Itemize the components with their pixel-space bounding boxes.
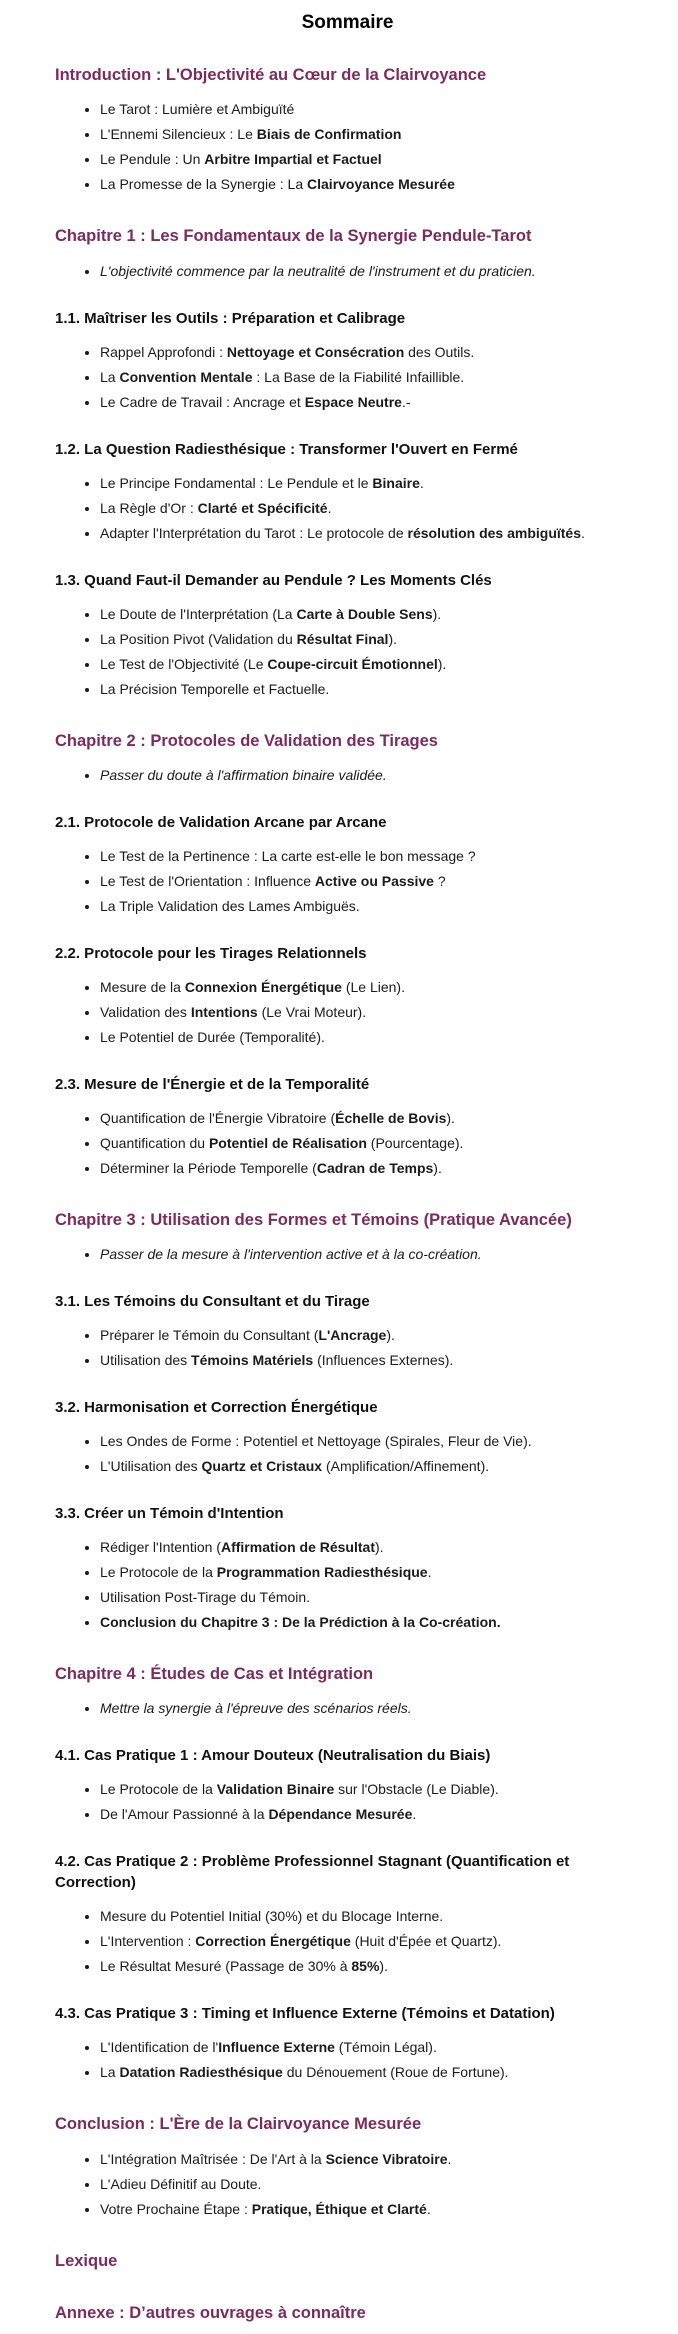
toc-item-text: Résultat Final — [296, 630, 389, 647]
toc-item — [100, 1612, 640, 1633]
toc-item-text: . — [327, 499, 332, 516]
toc-item-text: Quantification de l'Énergie Vibratoire ( — [100, 1109, 336, 1126]
toc-item-text: Mettre la synergie à l'épreuve des scénarios réels. — [100, 1700, 412, 1717]
toc-list — [55, 2037, 640, 2083]
toc-item — [100, 2199, 640, 2220]
toc-item-text: Carte à Double Sens — [296, 605, 433, 622]
chapter-heading: Conclusion : L'Ère de la Clairvoyance Mesurée — [55, 2115, 422, 2134]
toc-item-text: Clarté et Spécificité — [197, 499, 328, 516]
toc-list — [55, 99, 640, 195]
toc-item-text: Validation Binaire — [216, 1781, 335, 1798]
toc-item-text: Le Protocole de la — [100, 1781, 217, 1798]
toc-item-text: L'Ennemi Silencieux : Le — [100, 126, 257, 143]
toc-item-text: Passer du doute à l'affirmation binaire validée. — [100, 766, 387, 783]
toc-list — [55, 473, 640, 544]
toc-item — [100, 124, 640, 145]
toc-list — [55, 342, 640, 413]
toc-item-text: L'Utilisation des — [100, 1458, 202, 1475]
toc-item-text: La — [100, 368, 120, 385]
toc-item-text: Espace Neutre — [304, 393, 402, 410]
toc-item-text: ? — [433, 872, 446, 889]
toc-item — [100, 629, 640, 650]
toc-item-text: Rédiger l'Intention ( — [100, 1539, 221, 1556]
toc-item-text: Le Cadre de Travail : Ancrage et — [100, 393, 305, 410]
toc-item-text: Binaire — [372, 474, 420, 491]
section-heading: 2.3. Mesure de l'Énergie et de la Temporalité — [55, 1075, 370, 1093]
toc-item-text: Biais de Confirmation — [256, 126, 402, 143]
toc-item-text: résolution des ambiguïtés — [407, 524, 581, 541]
toc-list — [55, 1779, 640, 1825]
toc-list — [55, 1108, 640, 1179]
toc-item-text: (Huit d'Épée et Quartz). — [350, 1933, 502, 1950]
toc-item-text: Arbitre Impartial et Factuel — [204, 151, 382, 168]
toc-item — [100, 1027, 640, 1048]
toc-item — [100, 261, 640, 282]
toc-list — [55, 977, 640, 1048]
toc-item-text: . — [427, 1564, 432, 1581]
toc-item-text: Les Ondes de Forme : Potentiel et Nettoyage (Spirales, Fleur de Vie). — [100, 1433, 532, 1450]
section-heading: 2.1. Protocole de Validation Arcane par Arcane — [55, 813, 387, 831]
toc-item-text: Datation Radiesthésique — [119, 2064, 283, 2081]
toc-item-text: . — [412, 1806, 417, 1823]
toc-item — [100, 604, 640, 625]
toc-item-text: L'Identification de l' — [100, 2039, 219, 2056]
toc-item — [100, 765, 640, 786]
toc-list — [55, 1325, 640, 1371]
section-heading: 4.1. Cas Pratique 1 : Amour Douteux (Neutralisation du Biais) — [55, 1747, 491, 1765]
toc-item — [100, 523, 640, 544]
toc-item-text: Coupe-circuit Émotionnel — [267, 655, 438, 672]
toc-item-text: Rappel Approfondi : — [100, 343, 227, 360]
toc-item — [100, 1350, 640, 1371]
toc-item-text: (Pourcentage). — [366, 1134, 464, 1151]
toc-item — [100, 1931, 640, 1952]
chapter-heading: Lexique — [55, 2251, 118, 2270]
toc-item-text: (Le Vrai Moteur). — [257, 1003, 367, 1020]
toc-item — [100, 1158, 640, 1179]
toc-item — [100, 367, 640, 388]
toc-item-text: La Précision Temporelle et Factuelle. — [100, 680, 330, 697]
toc-list — [55, 1244, 640, 1265]
toc-item-text: Témoins Matériels — [191, 1352, 314, 1369]
toc-item-text: Quartz et Cristaux — [201, 1458, 323, 1475]
section-heading: 2.2. Protocole pour les Tirages Relationnels — [55, 944, 367, 962]
toc-item-text: (Le Lien). — [341, 978, 405, 995]
toc-item — [100, 2037, 640, 2058]
toc-list — [55, 1431, 640, 1477]
toc-item-text: La Règle d'Or : — [100, 499, 198, 516]
toc-item-text: Votre Prochaine Étape : — [100, 2200, 252, 2217]
toc-item-text: Passer de la mesure à l'intervention active et à la co-création. — [100, 1246, 482, 1263]
toc-item-text: ). — [379, 1958, 388, 1975]
toc-item-text: Le Test de l'Objectivité (Le — [100, 655, 268, 672]
section-heading: 3.3. Créer un Témoin d'Intention — [55, 1505, 284, 1523]
toc-item-text: du Dénouement (Roue de Fortune). — [282, 2064, 509, 2081]
toc-item-text: Affirmation de Résultat — [220, 1539, 375, 1556]
toc-item — [100, 342, 640, 363]
toc-item-text: Clairvoyance Mesurée — [307, 176, 455, 193]
toc-item — [100, 1906, 640, 1927]
toc-item-text: Pratique, Éthique et Clarté — [251, 2200, 427, 2217]
toc-item-text: Le Principe Fondamental : Le Pendule et le — [100, 474, 373, 491]
toc-item — [100, 679, 640, 700]
toc-list — [55, 2149, 640, 2220]
chapter-heading: Chapitre 4 : Études de Cas et Intégration — [55, 1665, 374, 1684]
toc-item-text: Quantification du — [100, 1134, 209, 1151]
toc-item-text: Cadran de Temps — [316, 1159, 434, 1176]
toc-item-text: (Amplification/Affinement). — [322, 1458, 490, 1475]
toc-item-text: L'Intégration Maîtrisée : De l'Art à la — [100, 2150, 326, 2167]
toc-item-text: Le Doute de l'Interprétation (La — [100, 605, 297, 622]
toc-item-text: . — [447, 2150, 452, 2167]
toc-list — [55, 1537, 640, 1633]
toc-item — [100, 1804, 640, 1825]
toc-item-text: La Promesse de la Synergie : La — [100, 176, 308, 193]
toc-item-text: .- — [401, 393, 411, 410]
toc-item-text: Préparer le Témoin du Consultant ( — [100, 1327, 319, 1344]
toc-item-text: (Témoin Légal). — [334, 2039, 437, 2056]
toc-item — [100, 1325, 640, 1346]
toc-item — [100, 2062, 640, 2083]
toc-item-text: Le Potentiel de Durée (Temporalité). — [100, 1028, 325, 1045]
toc-item-text: L'Adieu Définitif au Doute. — [100, 2175, 262, 2192]
toc-item-text: ). — [433, 1159, 442, 1176]
chapter-heading: Chapitre 1 : Les Fondamentaux de la Synergie Pendule-Tarot — [55, 227, 532, 246]
toc-item-text: Connexion Énergétique — [184, 978, 342, 995]
toc-item — [100, 654, 640, 675]
toc-item — [100, 871, 640, 892]
toc-item-text: : La Base de la Fiabilité Infaillible. — [252, 368, 465, 385]
toc-item-text: ). — [446, 1109, 455, 1126]
section-heading: 4.2. Cas Pratique 2 : Problème Professionnel Stagnant (Quantification et Correction) — [55, 1853, 570, 1892]
toc-item — [100, 1587, 640, 1608]
toc-list — [55, 261, 640, 282]
chapter-heading: Introduction : L'Objectivité au Cœur de la Clairvoyance — [55, 66, 487, 84]
toc-item-text: Le Résultat Mesuré (Passage de 30% à — [100, 1958, 352, 1975]
toc-item-text: Programmation Radiesthésique — [216, 1564, 428, 1581]
toc-item-text: Potentiel de Réalisation — [208, 1134, 367, 1151]
toc-item — [100, 1456, 640, 1477]
section-heading: 4.3. Cas Pratique 3 : Timing et Influence Externe (Témoins et Datation) — [55, 2005, 555, 2023]
section-heading: 3.1. Les Témoins du Consultant et du Tirage — [55, 1293, 370, 1311]
toc-item-text: 85% — [351, 1958, 380, 1975]
toc-item-text: Convention Mentale — [119, 368, 253, 385]
toc-item — [100, 1133, 640, 1154]
toc-item-text: De l'Amour Passionné à la — [100, 1806, 269, 1823]
toc-item-text: L'Ancrage — [318, 1327, 387, 1344]
toc-item — [100, 2174, 640, 2195]
toc-item-text: . — [426, 2200, 431, 2217]
toc-item-text: (Influences Externes). — [313, 1352, 454, 1369]
toc-item-text: Intentions — [190, 1003, 258, 1020]
toc-item — [100, 1002, 640, 1023]
toc-item — [100, 174, 640, 195]
toc-item-text: La — [100, 2064, 120, 2081]
toc-item-text: Correction Énergétique — [195, 1933, 351, 1950]
toc-item — [100, 392, 640, 413]
toc-item-text: Mesure de la — [100, 978, 185, 995]
toc-item-text: ). — [374, 1539, 384, 1556]
toc-item — [100, 498, 640, 519]
toc-item-text: Échelle de Bovis — [335, 1109, 447, 1126]
section-heading: 1.1. Maîtriser les Outils : Préparation et Calibrage — [55, 309, 406, 327]
toc-item — [100, 1537, 640, 1558]
toc-list — [55, 1906, 640, 1977]
toc-item — [100, 1779, 640, 1800]
toc-item-text: sur l'Obstacle (Le Diable). — [334, 1781, 499, 1798]
toc-item-text: Science Vibratoire — [325, 2150, 448, 2167]
chapter-heading: Chapitre 2 : Protocoles de Validation des Tirages — [55, 731, 438, 750]
toc-item-text: L'Intervention : — [100, 1933, 196, 1950]
toc-item — [100, 99, 640, 120]
toc-item — [100, 1244, 640, 1265]
chapter-heading: Annexe : D’autres ouvrages à connaître — [55, 2303, 366, 2322]
toc-item — [100, 149, 640, 170]
toc-item — [100, 896, 640, 917]
toc-item-text: Validation des — [100, 1003, 191, 1020]
toc-item-text: des Outils. — [404, 343, 475, 360]
toc-item-text: Utilisation Post-Tirage du Témoin. — [100, 1589, 311, 1606]
toc-item-text: ). — [432, 605, 442, 622]
toc-item-text: Le Test de la Pertinence : La carte est-elle le bon message ? — [100, 847, 476, 864]
toc-item-text: Active ou Passive — [314, 872, 434, 889]
section-heading: 3.2. Harmonisation et Correction Énergétique — [55, 1399, 378, 1417]
toc-item — [100, 1431, 640, 1452]
toc-item-text: ). — [437, 655, 447, 672]
toc-item-text: Le Test de l'Orientation : Influence — [100, 872, 315, 889]
page-title: Sommaire — [301, 12, 394, 33]
toc-item — [100, 1108, 640, 1129]
toc-item-text: Le Pendule : Un — [100, 151, 205, 168]
toc-list — [55, 1698, 640, 1719]
section-heading: 1.3. Quand Faut-il Demander au Pendule ? Les Moments Clés — [55, 571, 492, 589]
toc-list — [55, 604, 640, 700]
toc-item — [100, 846, 640, 867]
toc-item-text: ). — [388, 630, 397, 647]
toc-item-text: Dépendance Mesurée — [268, 1806, 413, 1823]
toc-list — [55, 765, 640, 786]
toc-item-text: . — [581, 524, 585, 541]
toc-item — [100, 1698, 640, 1719]
section-heading: 1.2. La Question Radiesthésique : Transformer l'Ouvert en Fermé — [55, 440, 518, 458]
toc-item-text: L'objectivité commence par la neutralité de l'instrument et du praticien. — [100, 262, 536, 279]
toc-list — [55, 846, 640, 917]
toc-sections — [55, 64, 640, 2324]
toc-item-text: Influence Externe — [218, 2039, 335, 2056]
toc-item-text: Mesure du Potentiel Initial (30%) et du Blocage Interne. — [100, 1908, 444, 1925]
toc-item-text: Adapter l'Interprétation du Tarot : Le protocole de — [100, 524, 408, 541]
toc-item — [100, 977, 640, 998]
toc-item-text: ). — [386, 1327, 395, 1344]
toc-item-text: . — [419, 474, 424, 491]
toc-item-text: Le Tarot : Lumière et Ambiguïté — [100, 101, 295, 118]
toc-item — [100, 2149, 640, 2170]
toc-item-text: La Triple Validation des Lames Ambiguës. — [100, 897, 360, 914]
toc-item — [100, 1956, 640, 1977]
toc-item — [100, 473, 640, 494]
toc-item-text: La Position Pivot (Validation du — [100, 630, 297, 647]
toc-item-text: Utilisation des — [100, 1352, 192, 1369]
chapter-heading: Chapitre 3 : Utilisation des Formes et Témoins (Pratique Avancée) — [55, 1210, 572, 1229]
toc-item-text: Conclusion du Chapitre 3 : De la Prédiction à la Co-création. — [100, 1614, 501, 1631]
toc-item — [100, 1562, 640, 1583]
toc-item-text: Déterminer la Période Temporelle ( — [100, 1159, 317, 1176]
toc-item-text: Le Protocole de la — [100, 1564, 217, 1581]
toc-item-text: Nettoyage et Consécration — [226, 343, 405, 360]
